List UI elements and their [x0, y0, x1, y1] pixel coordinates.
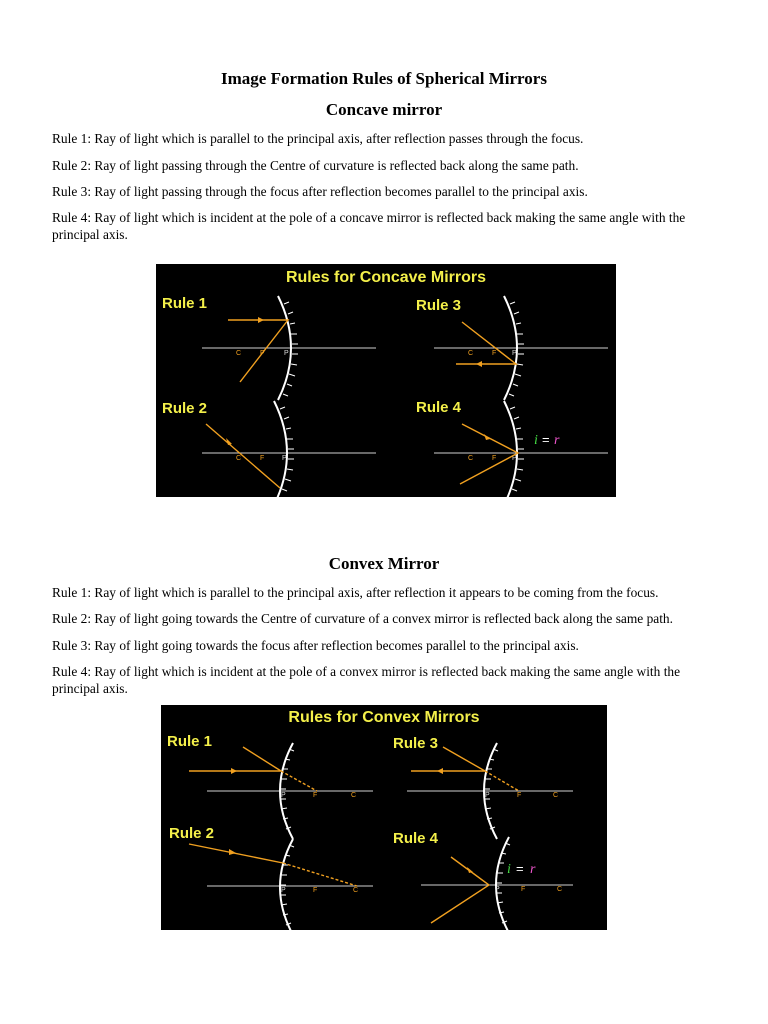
point-f-label: F	[313, 792, 318, 799]
convex-rule-1: Rule 1: Ray of light which is parallel to the principal axis, after reflection it appears to be coming from the focus.	[52, 585, 659, 600]
convex-mirrors-figure	[161, 705, 607, 930]
point-c-label: C	[353, 887, 359, 894]
point-p-label: P	[281, 887, 286, 894]
point-c-label: C	[557, 886, 563, 893]
mirror-hatching	[280, 845, 294, 925]
mirror-hatching	[280, 749, 294, 829]
virtual-ray	[281, 771, 317, 791]
panel-label-rule-3: Rule 3	[393, 735, 439, 752]
convex-rule-3: Rule 3: Ray of light going towards the focus after reflection becomes parallel to the principal axis.	[52, 638, 579, 653]
convex-rule-4: Rule 4: Ray of light which is incident at the pole of a convex mirror is reflected back making the same angle with the principal axis.	[52, 664, 681, 696]
incident-reflected-ray	[431, 857, 489, 923]
concave-mirrors-figure	[156, 264, 616, 497]
figure-title: Rules for Convex Mirrors	[288, 709, 480, 726]
concave-rule-2: Rule 2: Ray of light passing through the Centre of curvature is reflected back along the same path.	[52, 158, 579, 173]
panel-label-rule-4: Rule 4	[416, 399, 462, 416]
point-p-label: P	[512, 350, 517, 357]
ray-through-centre	[206, 424, 280, 488]
concave-mirror	[274, 401, 287, 497]
concave-mirrors-diagram	[156, 264, 616, 497]
ray-arrow	[231, 768, 237, 774]
point-p-label: P	[512, 455, 517, 462]
point-c-label: C	[351, 792, 357, 799]
point-c-label: C	[468, 350, 474, 357]
ray-arrow	[437, 768, 443, 774]
incident-ray	[443, 747, 485, 771]
virtual-ray	[485, 771, 519, 791]
incident-ray	[189, 844, 283, 863]
mirror-hatching	[484, 749, 498, 829]
point-p-label: P	[282, 455, 287, 462]
point-f-label: F	[260, 350, 265, 357]
panel-label-rule-2: Rule 2	[162, 400, 208, 417]
mirror-hatching	[496, 843, 510, 923]
point-f-label: F	[260, 455, 265, 462]
page-title: Image Formation Rules of Spherical Mirrors	[221, 69, 547, 88]
point-c-label: C	[236, 455, 242, 462]
point-c-label: C	[236, 350, 242, 357]
point-f-label: F	[313, 887, 318, 894]
convex-mirrors-diagram	[161, 705, 607, 930]
point-f-label: F	[492, 455, 497, 462]
concave-heading: Concave mirror	[325, 100, 443, 119]
panel-label-rule-3: Rule 3	[416, 297, 462, 314]
point-p-label: P	[281, 792, 286, 799]
incident-reflected-ray	[460, 424, 518, 484]
angle-i-label: i	[534, 433, 538, 448]
convex-rule-2: Rule 2: Ray of light going towards the Centre of curvature of a convex mirror is reflected back along the same path.	[52, 611, 673, 626]
ray-arrow	[258, 317, 264, 323]
concave-rule-3: Rule 3: Ray of light passing through the focus after reflection becomes parallel to the principal axis.	[52, 184, 588, 199]
concave-rule-1: Rule 1: Ray of light which is parallel to the principal axis, after reflection passes through the focus.	[52, 131, 584, 146]
point-f-label: F	[517, 792, 522, 799]
point-c-label: C	[468, 455, 474, 462]
point-p-label: P	[284, 350, 289, 357]
panel-label-rule-4: Rule 4	[393, 830, 439, 847]
panel-label-rule-1: Rule 1	[167, 733, 213, 750]
panel-label-rule-2: Rule 2	[169, 825, 215, 842]
point-p-label: P	[495, 886, 500, 893]
equals-label: =	[542, 432, 550, 447]
concave-rule-4: Rule 4: Ray of light which is incident at the pole of a concave mirror is reflected back making the same angle with the principal axis.	[52, 210, 686, 242]
incident-reflected-ray	[456, 322, 516, 364]
panel-label-rule-1: Rule 1	[162, 295, 208, 312]
equals-label: =	[516, 861, 524, 876]
virtual-ray	[283, 863, 357, 886]
convex-heading: Convex Mirror	[328, 554, 440, 573]
point-c-label: C	[553, 792, 559, 799]
angle-i-label: i	[507, 862, 511, 877]
ray-arrow	[484, 434, 490, 440]
ray-arrow	[229, 849, 236, 855]
point-f-label: F	[521, 886, 526, 893]
angle-r-label: r	[530, 862, 536, 877]
ray-arrow	[476, 361, 482, 367]
point-f-label: F	[492, 350, 497, 357]
reflected-ray	[243, 747, 281, 771]
figure-title: Rules for Concave Mirrors	[285, 269, 487, 286]
point-p-label: P	[485, 792, 490, 799]
angle-r-label: r	[554, 433, 560, 448]
